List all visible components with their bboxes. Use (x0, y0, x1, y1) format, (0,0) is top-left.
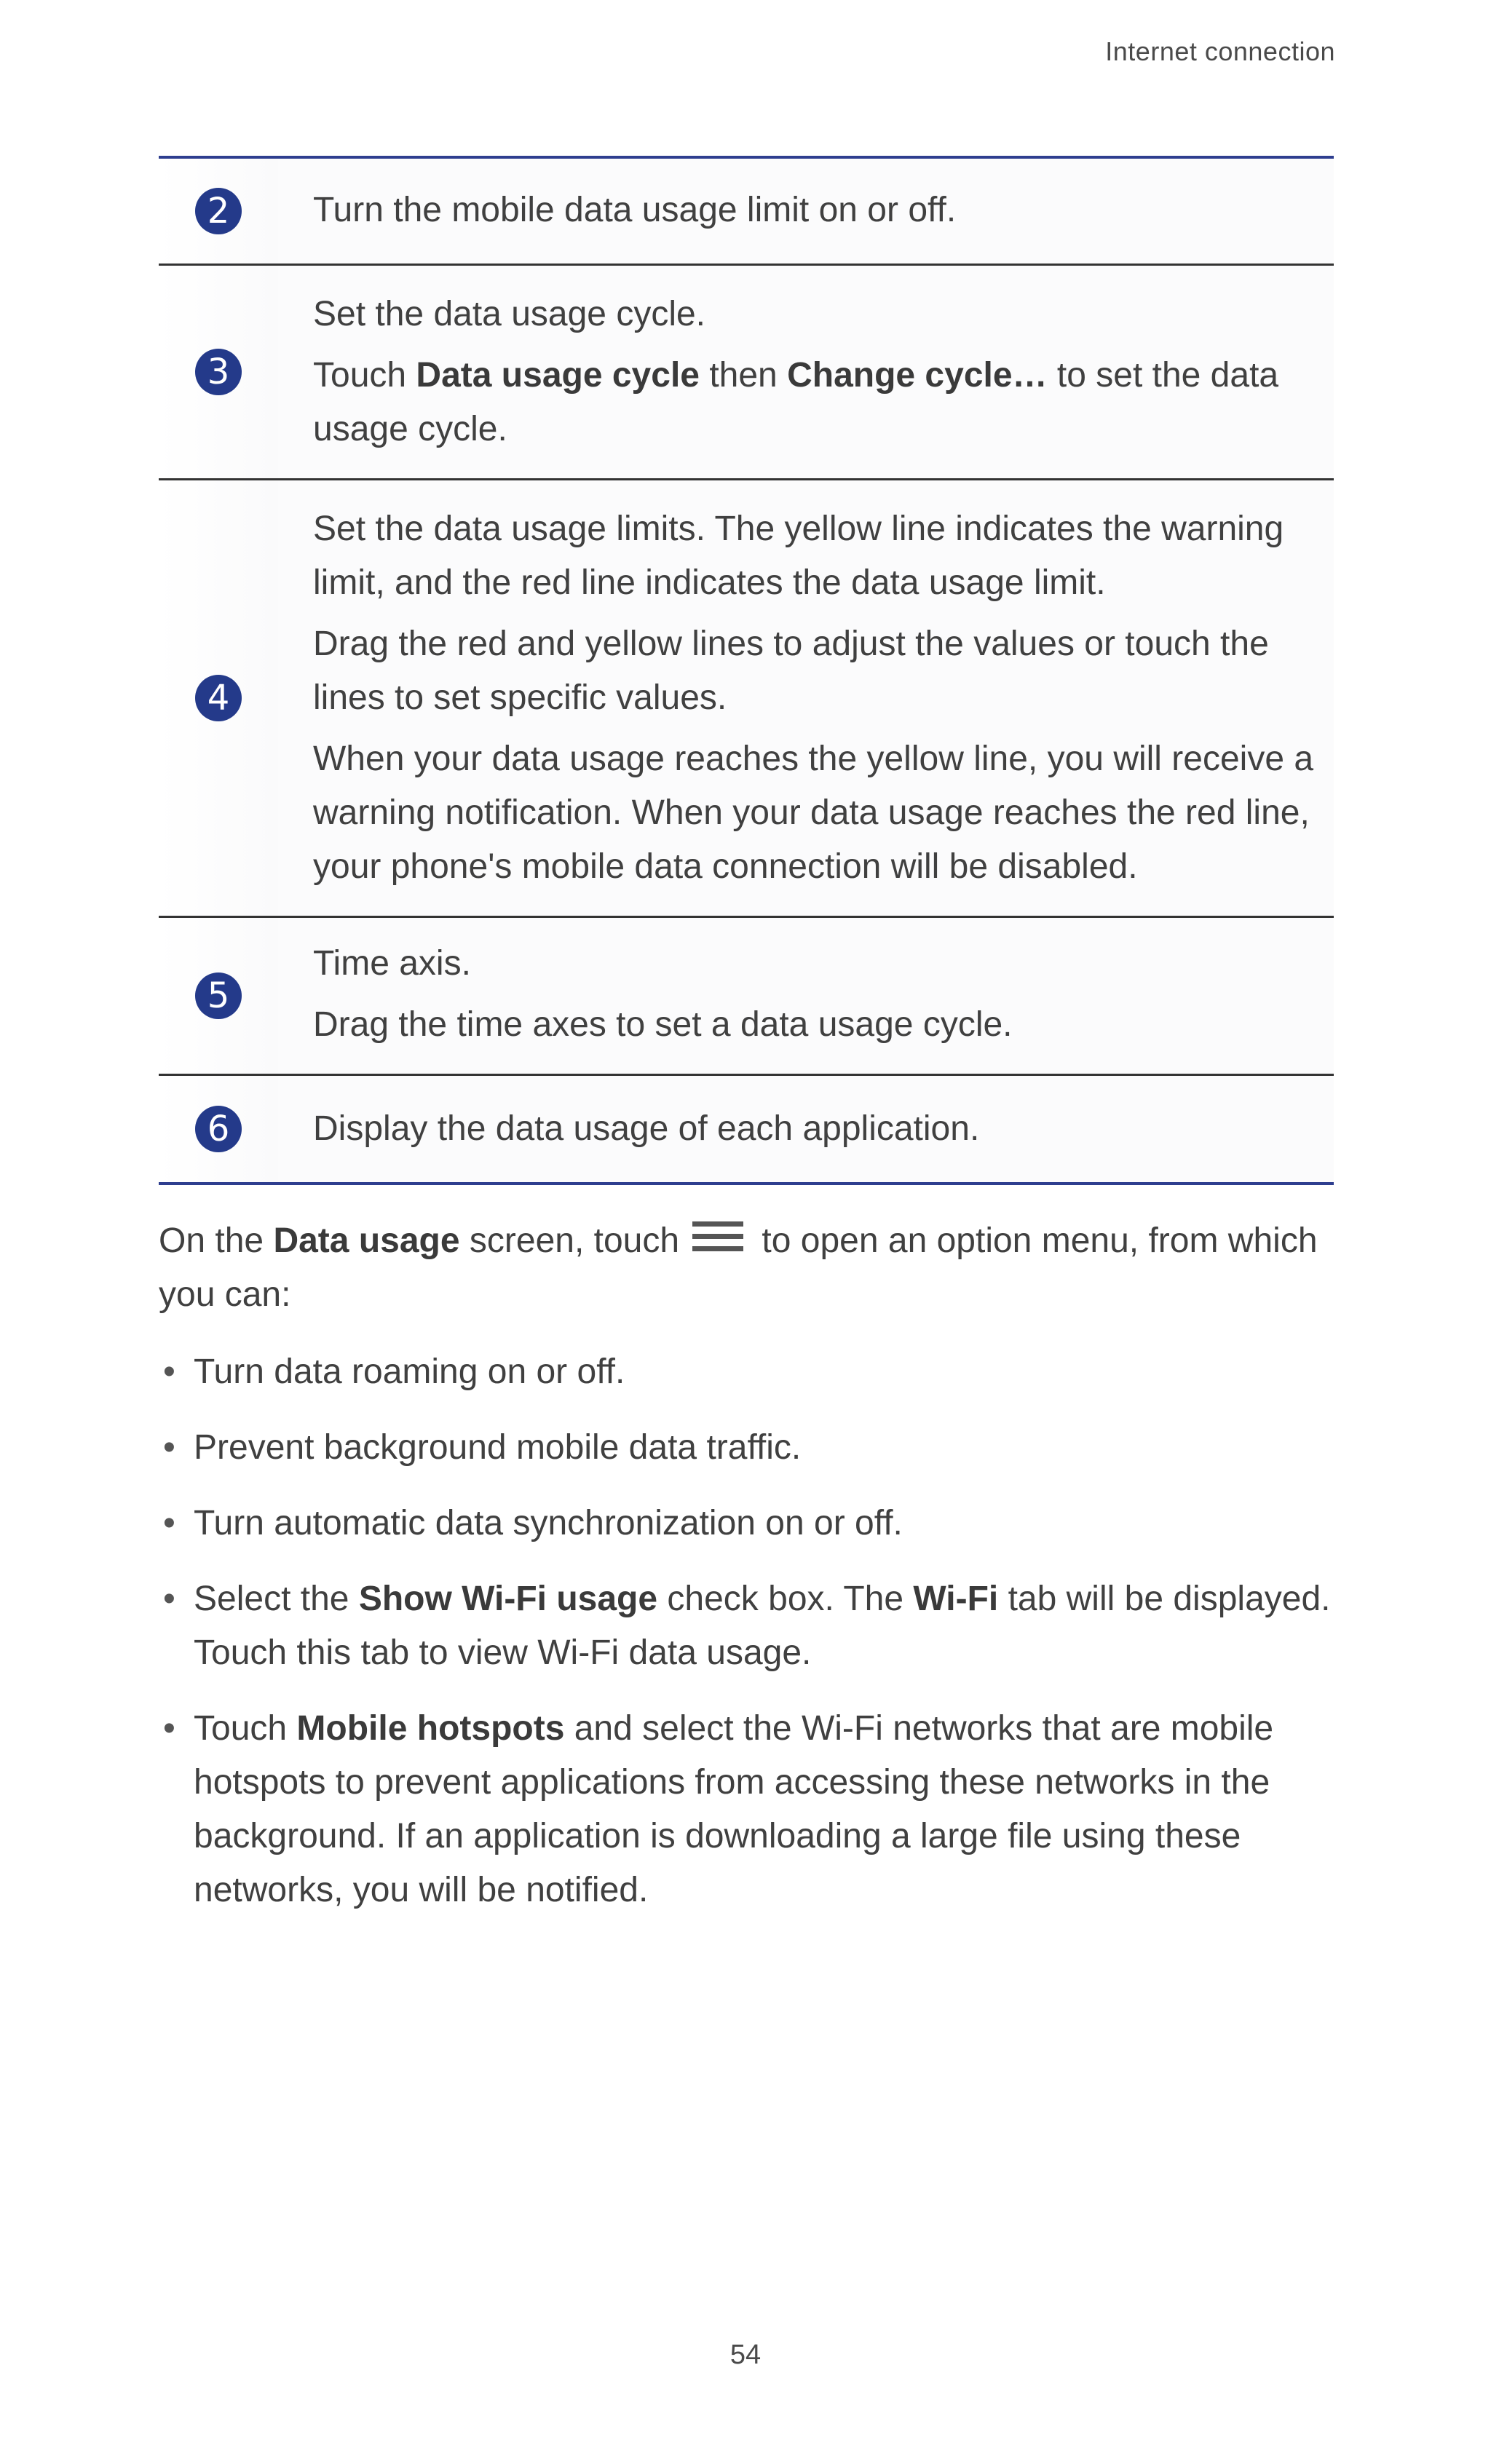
bullet-icon: • (163, 1504, 175, 1542)
intro-text-after: to open an option menu, from which you can: (159, 1221, 1318, 1314)
callout-row-3 (159, 266, 1334, 480)
text-run: check box. The (657, 1580, 914, 1618)
callout-paragraph (313, 937, 1319, 991)
callout-number-badge: 4 (195, 675, 242, 721)
option-list-item (159, 1421, 1334, 1475)
callout-paragraph (313, 998, 1319, 1052)
callout-number-badge: 5 (195, 972, 242, 1019)
option-list-item (159, 1497, 1334, 1550)
text-run: to set the data usage cycle. (313, 356, 1279, 448)
option-list (159, 1345, 1334, 1939)
text-run: Time axis. (313, 944, 471, 983)
text-run: Display the data usage of each application. (313, 1109, 980, 1148)
text-run: When your data usage reaches the yellow line, you will receive a warning notification. When your data usage reaches the red line, your phone's mobile data connection will be disabled. (313, 740, 1314, 886)
running-header: Internet connection (1105, 36, 1335, 66)
callout-number-cell (159, 1076, 278, 1182)
intro-bold-term: Data usage (273, 1221, 460, 1260)
option-list-item (159, 1702, 1334, 1917)
callout-paragraph (313, 1102, 1319, 1156)
text-run: then (699, 356, 788, 395)
intro-text-before: On the (159, 1221, 274, 1260)
text-run: Prevent background mobile data traffic. (194, 1428, 802, 1467)
bullet-icon: • (163, 1709, 175, 1748)
callout-paragraph (313, 288, 1319, 341)
text-run: Turn the mobile data usage limit on or off. (313, 191, 957, 229)
text-run: Drag the red and yellow lines to adjust the values or touch the lines to set specific values. (313, 625, 1269, 717)
callout-number-badge: 2 (195, 188, 242, 234)
callout-paragraph (313, 502, 1319, 610)
menu-icon (692, 1220, 743, 1253)
callout-number-cell (159, 918, 278, 1074)
bullet-icon: • (163, 1428, 175, 1467)
text-run: Drag the time axes to set a data usage cycle. (313, 1005, 1013, 1044)
page-number: 54 (729, 2340, 762, 2370)
bold-term: Change cycle… (787, 356, 1048, 395)
text-run: Turn automatic data synchronization on or off. (194, 1504, 903, 1542)
callout-row-6 (159, 1076, 1334, 1182)
text-run: Turn data roaming on or off. (194, 1352, 625, 1391)
callout-row-4 (159, 480, 1334, 918)
text-run: Touch (194, 1709, 297, 1748)
text-run: Set the data usage cycle. (313, 295, 706, 333)
bold-term: Data usage cycle (416, 356, 700, 395)
option-list-item (159, 1345, 1334, 1399)
callout-number-badge: 3 (195, 349, 242, 395)
callout-paragraph (313, 617, 1319, 725)
callout-number-cell (159, 480, 278, 916)
bold-term: Wi-Fi (913, 1580, 999, 1618)
text-run: Touch (313, 356, 416, 395)
text-run: Set the data usage limits. The yellow line indicates the warning limit, and the red line indicates the data usage limit. (313, 510, 1284, 602)
callout-description (278, 266, 1334, 478)
callout-number-badge: 6 (195, 1106, 242, 1152)
callout-description (278, 480, 1334, 916)
callout-description (278, 159, 1334, 264)
text-run: tab will be displayed. Touch this tab to view Wi-Fi data usage. (194, 1580, 1331, 1672)
callout-row-5 (159, 918, 1334, 1076)
callout-description (278, 1076, 1334, 1182)
bold-term: Show Wi-Fi usage (358, 1580, 658, 1618)
callout-number-cell (159, 266, 278, 478)
callout-row-2 (159, 159, 1334, 266)
text-run: and select the Wi-Fi networks that are mobile hotspots to prevent applications from accessing these networks in the background. If an application is downloading a large file using these networks, you will be notified. (194, 1709, 1274, 1909)
callout-description (278, 918, 1334, 1074)
intro-paragraph (159, 1214, 1334, 1322)
bullet-icon: • (163, 1352, 175, 1391)
intro-text-middle: screen, touch (459, 1221, 680, 1260)
text-run: Select the (194, 1580, 359, 1618)
callout-table (159, 156, 1334, 1185)
bullet-icon: • (163, 1580, 175, 1618)
callout-number-cell (159, 159, 278, 264)
callout-paragraph (313, 732, 1319, 894)
callout-paragraph (313, 183, 1319, 237)
callout-paragraph (313, 349, 1319, 456)
option-list-item (159, 1572, 1334, 1680)
bold-term: Mobile hotspots (296, 1709, 565, 1748)
